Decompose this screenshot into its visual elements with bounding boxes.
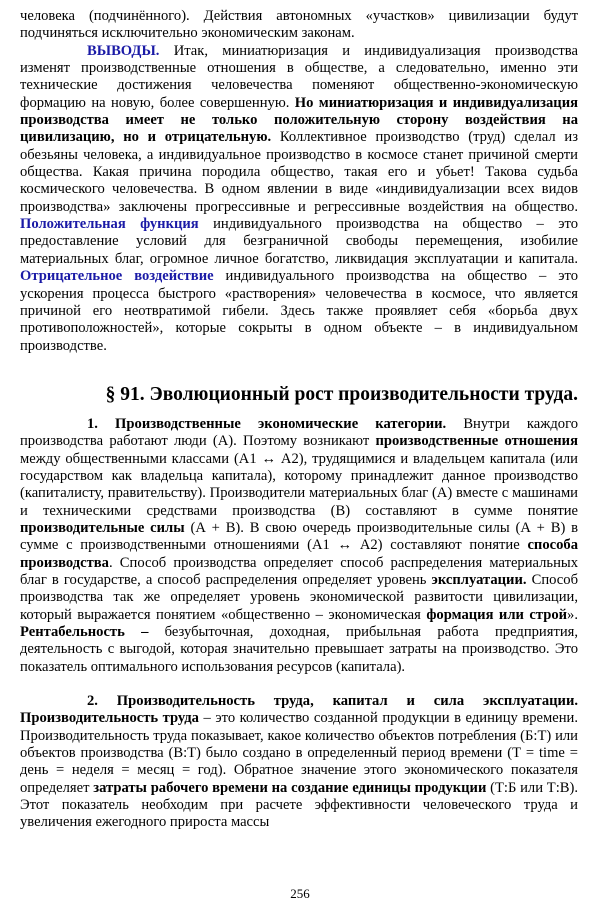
paragraph-text: между общественными классами (А1 ↔ А2), трудящимися и владельцем капитала (или государством как владельца капитала), которому принадлежит данное производство (капиталисту, правительству). Производители материальных благ (А) вместе с машинами и техническими средствами производства (В) составляют в сумме понятие [20,450,578,519]
paragraph-conclusions [20,43,578,355]
bold-text: затраты рабочего времени на создание единицы продукции [93,779,487,796]
bold-text: Но миниатюризация и индивидуализация производства имеет не только положительную сторону воздействия на цивилизацию, но и отрицательную. [20,94,578,146]
section-heading: § 91. Эволюционный рост производительности труда. [105,383,578,405]
bold-text: Рентабельность – [20,624,149,640]
paragraph-text: Внутри каждого производства работают люди (А). Поэтому возникают [20,415,578,450]
paragraph-text: безубыточная, доходная, прибыльная работа предприятия, деятельность с выгодой, которая значительно превышает затраты на производство. Это показатель оптимального использования ресурсов (капитала). [20,624,578,675]
paragraph-categories [20,416,578,676]
paragraph-text: человека (подчинённого). Действия автономных «участков» цивилизации будут подчиняться исключительно экономическим законам. [20,8,578,42]
paragraph-text: – это количество созданной продукции в единицу времени. Производительность труда показывает, какое количество объектов потребления (Б:Т) или объектов производства (В:Т) было создано в определенный период времени (Т = time = день = неделя = месяц = год). Обратное значение этого экономического показателя определяет [20,710,578,796]
positive-function-term: Положительная функция [20,216,199,233]
bold-text: производственные отношения [375,433,578,450]
bold-text: способа производства [20,537,578,571]
negative-effect-term: Отрицательное воздействие [20,268,214,285]
paragraph-text: (Т:Б или Т:В). Этот показатель необходим при расчете эффективности человеческого труда и увеличения ежегодного прироста массы [20,779,578,831]
paragraph-text: Итак, миниатюризация и индивидуализация производства изменят производственные отношения в обществе, а следовательно, именно эти технические достижения человечества поменяют общественно-экономическую формацию на новую, более совершенную. [20,42,578,111]
bold-text: эксплуатации. [431,571,527,588]
paragraph-text: (А + В). В свою очередь производительные силы (А + В) в сумме с производственными отношениями (А1 ↔ А2) составляют понятие [20,519,578,554]
paragraph-text: индивидуального производства на общество – это ускорения процесса быстрого «растворения» человечества в космосе, что является причиной его неотвратимой гибели. Здесь также проявляет себя «борьба двух противоположностей», которые сокрыты в одном объекте – в индивидуальном производстве. [20,268,578,354]
paragraph-text: ». [567,606,578,623]
page-number: 256 [290,886,310,901]
paragraph-intro [20,8,578,43]
conclusions-label: ВЫВОДЫ. [87,42,160,59]
paragraph-text: Способ производства так же определяет уровень экономической развитости цивилизации, который выражается понятием «общественно – экономическая [20,571,578,623]
paragraph-text: . Способ производства определяет способ распределения материальных благ в государстве, а способ распределения определяет уровень [20,554,578,588]
subsection-title: 2. Производительность труда, капитал и сила эксплуатации. Производительность труда [20,693,578,727]
bold-text: производительные силы [20,519,185,536]
bold-text: формация или строй [426,606,568,623]
paragraph-text: Коллективное производство (труд) сделал из обезьяны человека, а индивидуальное производство в космосе станет причиной смерти общества. Какая причина породила общество, такая его и убьет! Такова судьба космического человечества. В одном явлении в виде «индивидуализации всех видов производства» заключены прогрессивные и регрессивные воздействия на общество. [20,129,578,215]
paragraph-productivity [20,693,578,832]
document-page [20,8,578,832]
subsection-title: 1. Производственные экономические категории. [87,415,447,432]
paragraph-text: индивидуального производства на общество – это предоставление условий для безграничной свободы перемещения, изобилие материальных благ, огромное личное богатство, ликвидация эксплуатации и капитала. [20,216,578,267]
